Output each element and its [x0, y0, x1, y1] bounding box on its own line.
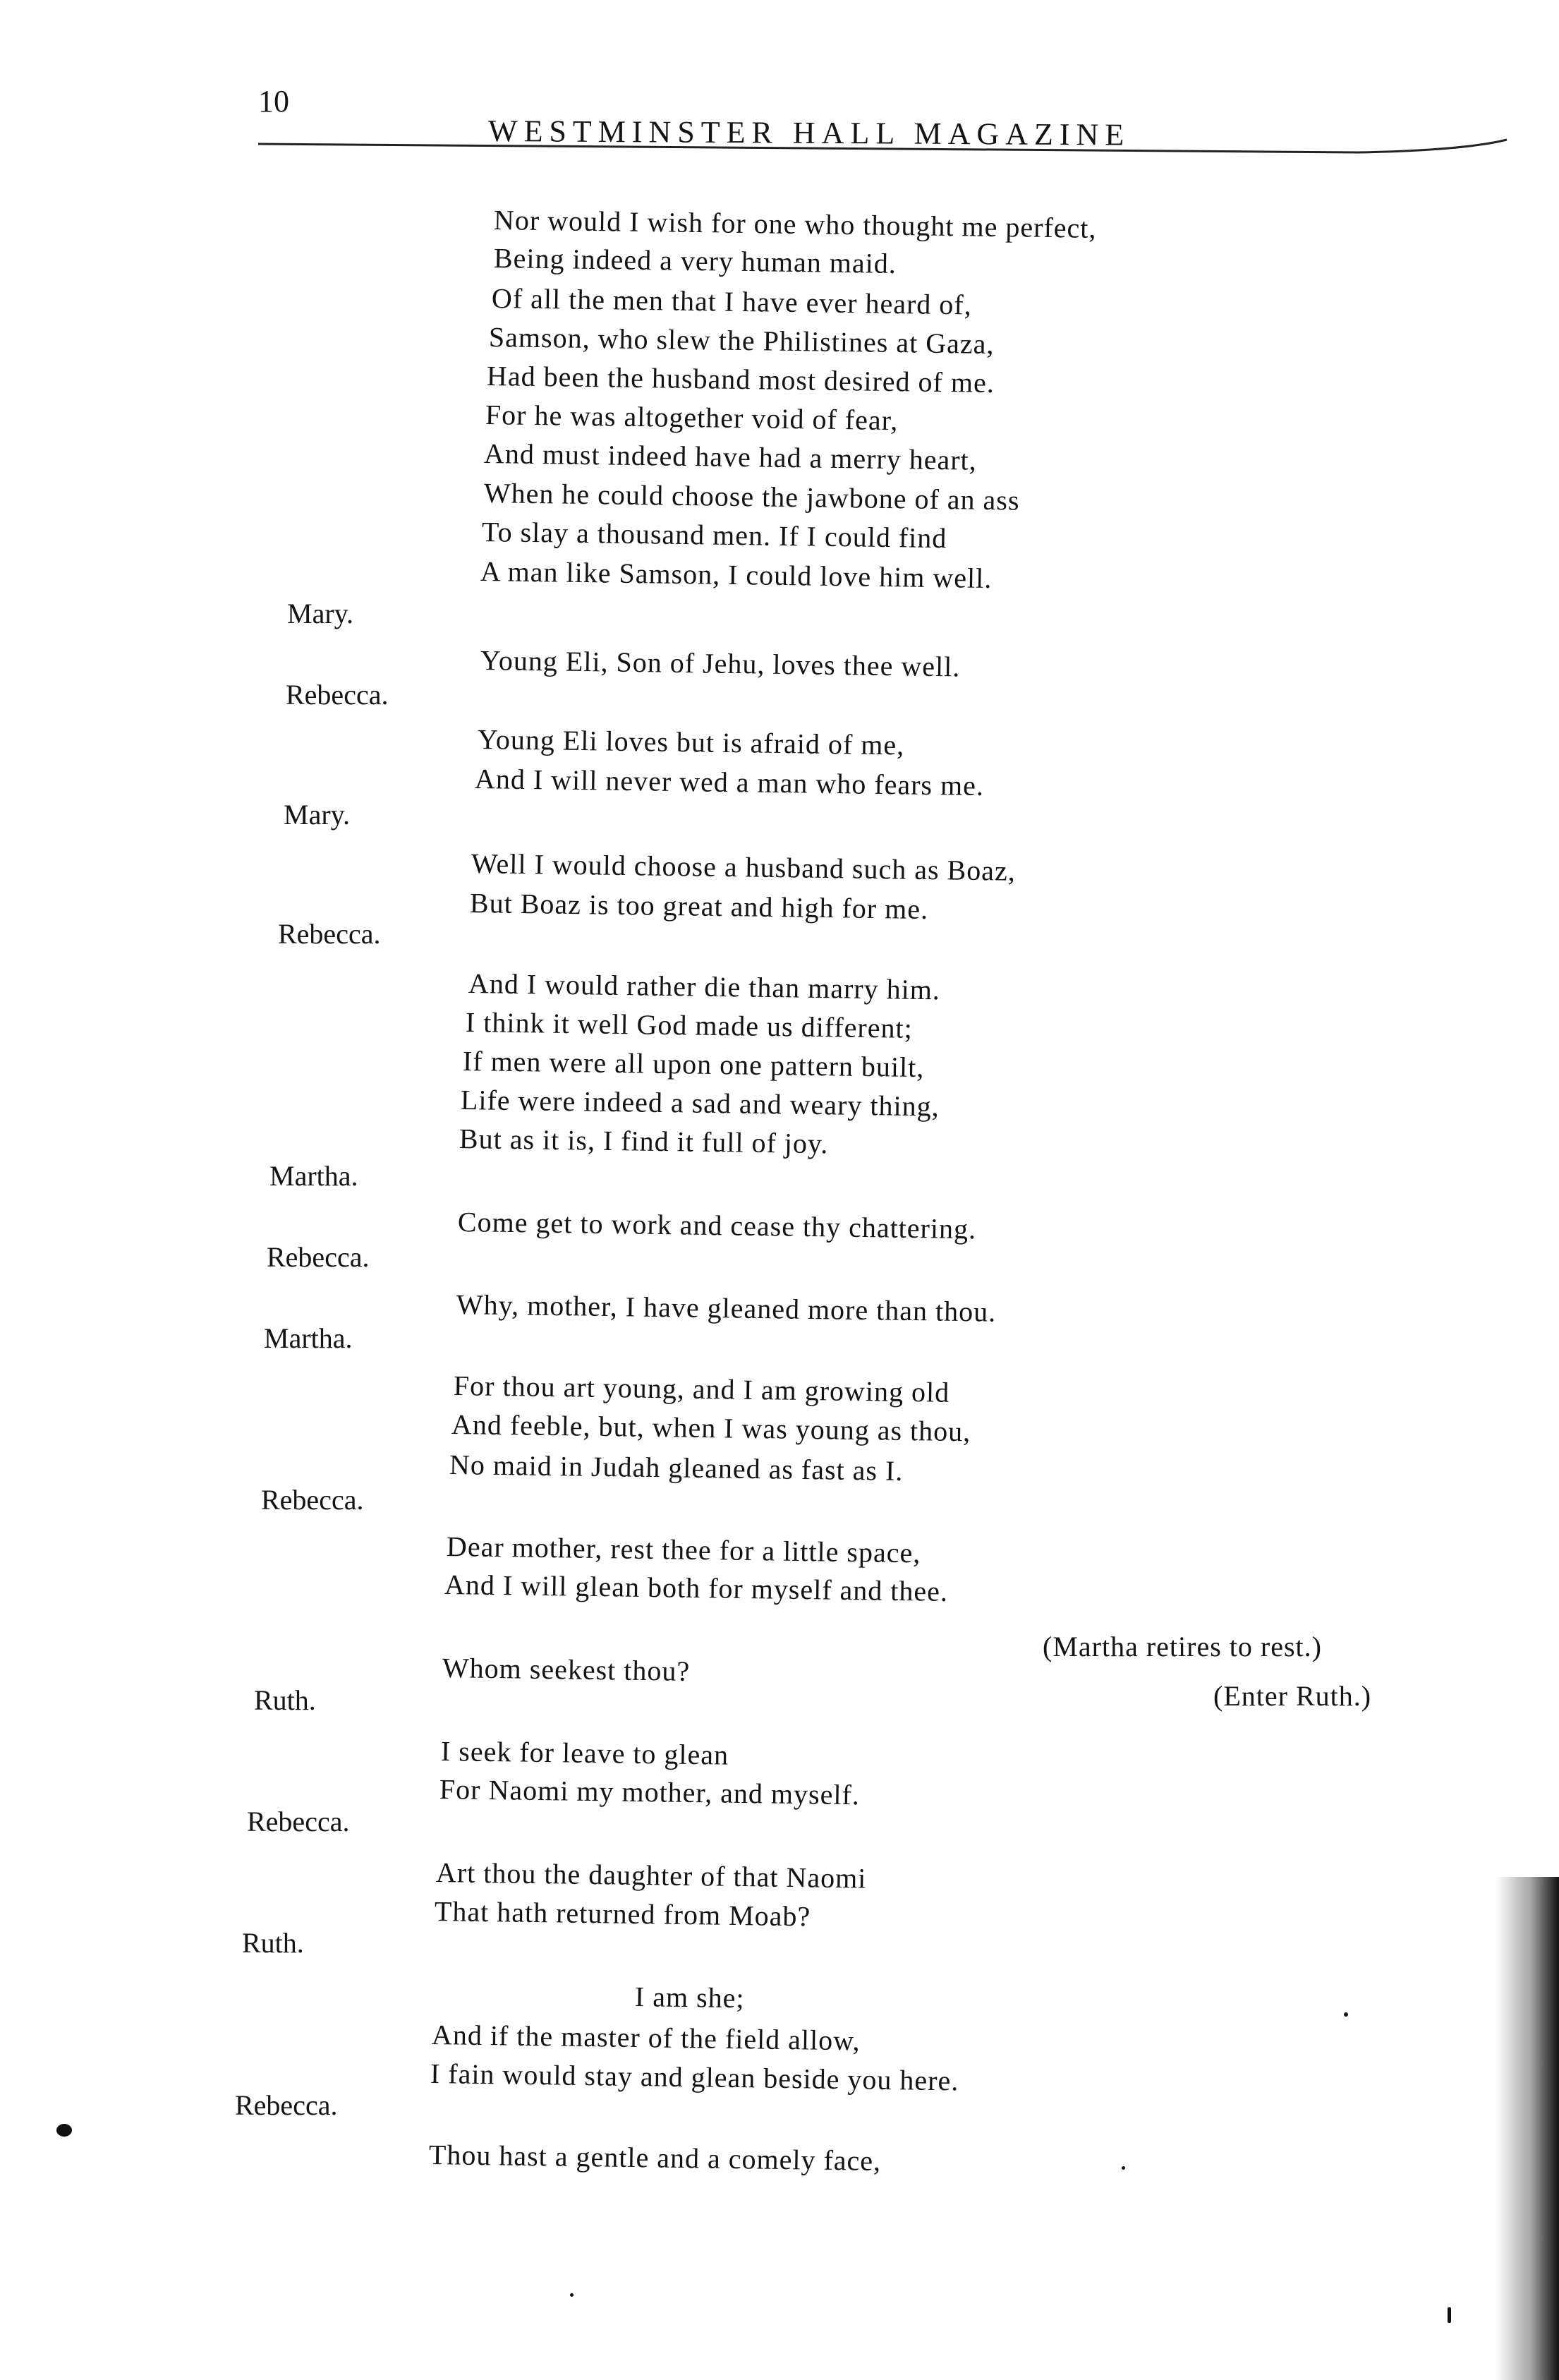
header-rule	[258, 134, 1514, 191]
ink-speck	[1344, 2012, 1348, 2017]
verse-line: Come get to work and cease thy chattering.	[457, 1206, 977, 1245]
ink-speck	[1448, 2307, 1451, 2323]
verse-line: And feeble, but, when I was young as thou,	[451, 1408, 971, 1448]
verse-line: And I will never wed a man who fears me.	[474, 763, 985, 802]
speaker-name: Martha.	[264, 1322, 353, 1354]
speaker-name: Mary.	[287, 598, 354, 629]
verse-line: If men were all upon one pattern built,	[462, 1045, 925, 1084]
page-edge-shadow	[1496, 1877, 1559, 2380]
verse-line: No maid in Judah gleaned as fast as I.	[449, 1449, 904, 1487]
verse-line: And if the master of the field allow,	[431, 2019, 861, 2057]
verse-line: Samson, who slew the Philistines at Gaza,	[488, 321, 995, 361]
speaker-name: Rebecca.	[286, 679, 389, 711]
running-title: WESTMINSTER HALL MAGAZINE	[487, 114, 1131, 152]
verse-line: Young Eli, Son of Jehu, loves thee well.	[480, 644, 961, 683]
ink-speck	[570, 2293, 574, 2297]
speaker-name: Martha.	[269, 1160, 358, 1192]
verse-line: I fain would stay and glean beside you here.	[430, 2058, 959, 2097]
verse-line: Nor would I wish for one who thought me perfect,	[493, 204, 1097, 244]
verse-line: But as it is, I find it full of joy.	[459, 1123, 829, 1160]
stage-direction: (Martha retires to rest.)	[1043, 1631, 1322, 1662]
verse-line: Art thou the daughter of that Naomi	[435, 1856, 867, 1895]
verse-line: Dear mother, rest thee for a little space,	[446, 1530, 921, 1569]
verse-line: I am she;	[634, 1981, 745, 2014]
verse-line: Why, mother, I have gleaned more than thou.	[456, 1288, 997, 1328]
verse-line: For Naomi my mother, and myself.	[439, 1773, 861, 1811]
verse-line: But Boaz is too great and high for me.	[469, 887, 929, 926]
ink-speck	[1122, 2166, 1125, 2170]
verse-line: Had been the husband most desired of me.	[486, 360, 995, 399]
verse-line: When he could choose the jawbone of an ass	[483, 477, 1020, 517]
page-number: 10	[258, 84, 289, 119]
verse-line: A man like Samson, I could love him well.	[480, 555, 993, 595]
speaker-name: Rebecca.	[235, 2089, 338, 2121]
speaker-name: Rebecca.	[261, 1484, 364, 1516]
verse-line: To slay a thousand men. If I could find	[481, 516, 947, 555]
speaker-name: Ruth.	[242, 1927, 304, 1959]
ink-speck	[56, 2124, 72, 2137]
speaker-name: Ruth.	[254, 1684, 316, 1716]
verse-line: Thou hast a gentle and a comely face,	[428, 2139, 882, 2177]
verse-line: Of all the men that I have ever heard of,	[491, 282, 972, 321]
verse-line: I think it well God made us different;	[465, 1006, 914, 1044]
speaker-name: Rebecca.	[247, 1806, 350, 1837]
verse-line: Whom seekest thou?	[442, 1652, 691, 1687]
speaker-name: Rebecca.	[278, 918, 381, 950]
verse-line: Being indeed a very human maid.	[493, 242, 897, 279]
speaker-name: Rebecca.	[267, 1241, 370, 1273]
verse-line: And I will glean both for myself and thee.	[444, 1569, 949, 1607]
verse-line: For thou art young, and I am growing old	[453, 1370, 950, 1408]
speaker-name: Mary.	[284, 799, 351, 830]
verse-line: Well I would choose a husband such as Boaz,	[471, 847, 1017, 887]
verse-line: And must indeed have had a merry heart,	[483, 437, 978, 476]
verse-line: For he was altogether void of fear,	[485, 399, 899, 437]
verse-line: That hath returned from Moab?	[434, 1895, 811, 1933]
stage-direction: (Enter Ruth.)	[1213, 1680, 1372, 1712]
verse-line: And I would rather die than marry him.	[468, 967, 941, 1006]
verse-line: I seek for leave to glean	[440, 1735, 729, 1771]
verse-line: Young Eli loves but is afraid of me,	[477, 723, 905, 761]
verse-line: Life were indeed a sad and weary thing,	[460, 1084, 940, 1123]
